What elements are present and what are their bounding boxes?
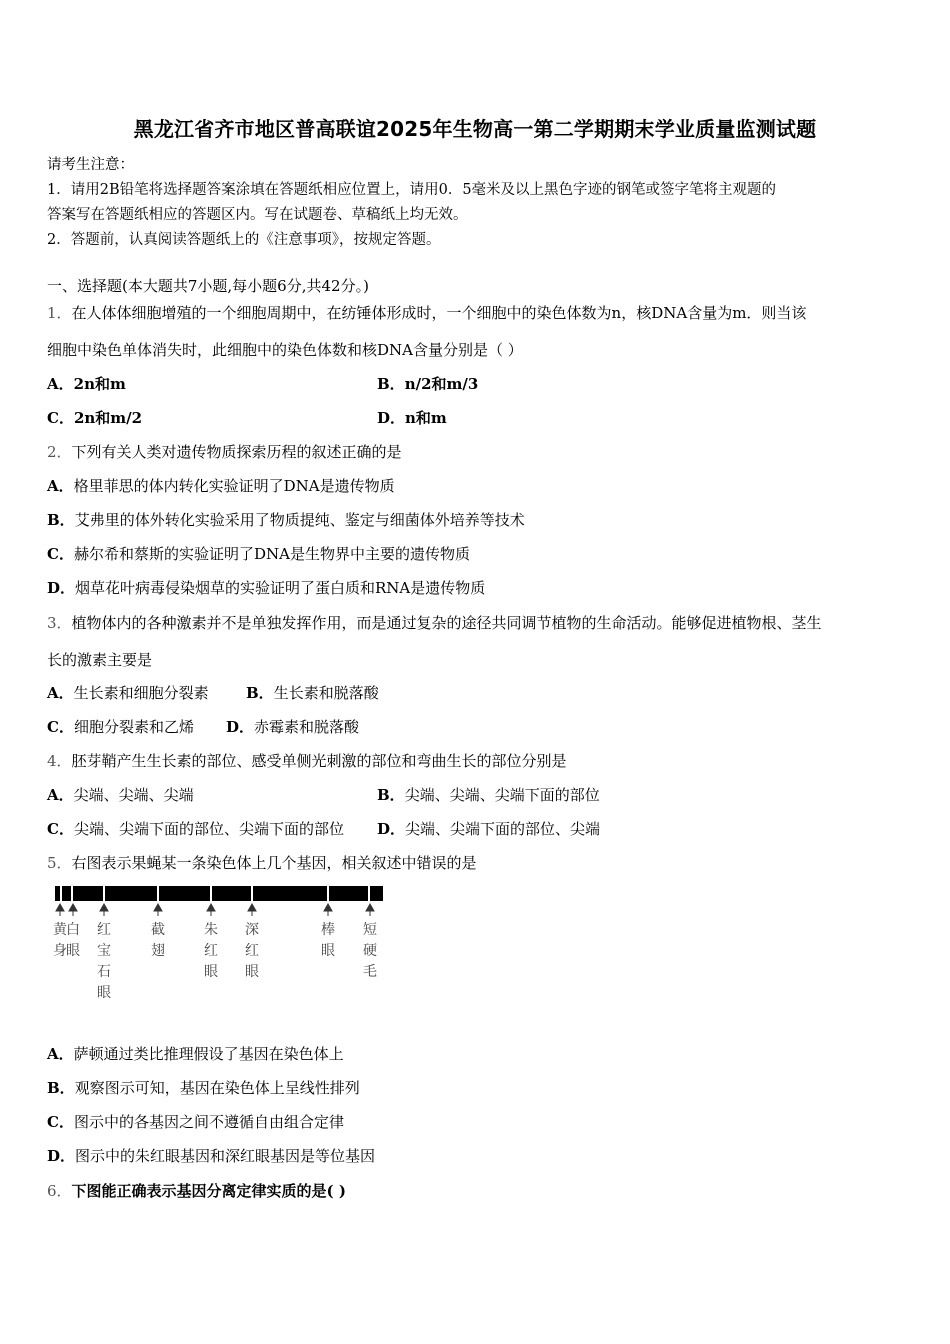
chromosome-bar	[55, 886, 383, 901]
arrow-icon	[248, 904, 256, 911]
option-b[interactable]	[377, 373, 478, 394]
option-label: A．	[47, 375, 74, 393]
option-label: C．	[47, 1113, 74, 1131]
option-c[interactable]	[47, 818, 344, 839]
option-label: D．	[226, 718, 255, 736]
question-stem: 胚芽鞘产生生长素的部位、感受单侧光刺激的部位和弯曲生长的部位分别是	[71, 752, 567, 770]
page-title: 黑龙江省齐市地区普高联谊2025年生物高一第二学期期末学业质量监测试题	[133, 117, 817, 141]
option-d[interactable]	[226, 716, 359, 737]
option-text: 尖端、尖端、尖端	[73, 786, 194, 804]
option-text: 烟草花叶病毒侵染烟草的实验证明了蛋白质和RNA是遗传物质	[75, 579, 486, 597]
question-stem: 右图表示果蝇某一条染色体上几个基因，相关叙述中错误的是	[71, 854, 477, 872]
option-c[interactable]	[47, 407, 142, 428]
question-number: 3．	[47, 614, 72, 632]
option-text: 赫尔希和蔡斯的实验证明了DNA是生物界中主要的遗传物质	[73, 545, 470, 563]
notice-line-2: 答案写在答题纸相应的答题区内。写在试题卷、草稿纸上均无效。	[47, 207, 468, 223]
question-stem: 下图能正确表示基因分离定律实质的是( )	[71, 1182, 346, 1200]
notice-line-3: 2．答题前，认真阅读答题纸上的《注意事项》，按规定答题。	[47, 232, 441, 248]
option-a[interactable]	[47, 373, 126, 394]
option-text: 尖端、尖端、尖端下面的部位	[404, 786, 600, 804]
notice-line-1: 1．请用2B铅笔将选择题答案涂填在答题纸相应位置上，请用0．5毫米及以上黑色字迹的钢笔或签字笔将主观题的	[47, 182, 777, 198]
option-c[interactable]	[47, 716, 194, 737]
option-text: 图示中的各基因之间不遵循自由组合定律	[73, 1113, 344, 1131]
question-1	[47, 302, 806, 323]
option-d[interactable]	[377, 818, 600, 839]
option-label: B．	[47, 1079, 75, 1097]
section-heading: 一、选择题(本大题共7小题,每小题6分,共42分。)	[47, 277, 369, 295]
question-stem: 下列有关人类对遗传物质探索历程的叙述正确的是	[71, 443, 402, 461]
option-label: B．	[47, 511, 75, 529]
option-b[interactable]	[246, 682, 379, 703]
question-1-stem-line-2: 细胞中染色单体消失时，此细胞中的染色体数和核DNA含量分别是（ ）	[47, 341, 523, 359]
option-label: A．	[47, 684, 74, 702]
option-label: B．	[377, 375, 405, 393]
question-6	[47, 1180, 346, 1201]
option-text: 尖端、尖端下面的部位、尖端下面的部位	[73, 820, 344, 838]
option-label: C．	[47, 718, 74, 736]
option-text: 格里菲思的体内转化实验证明了DNA是遗传物质	[73, 477, 395, 495]
option-a[interactable]	[47, 682, 209, 703]
notice-heading: 请考生注意：	[47, 157, 134, 173]
question-3-stem-line-2: 长的激素主要是	[47, 651, 153, 669]
option-d[interactable]	[377, 407, 447, 428]
gene-labels	[53, 921, 377, 1001]
option-label: C．	[47, 820, 74, 838]
gene-label: 截翅	[151, 922, 165, 959]
question-2	[47, 441, 402, 462]
gene-arrows	[56, 904, 374, 916]
gene-label: 深红眼	[245, 922, 259, 980]
option-c[interactable]	[47, 1111, 344, 1132]
option-label: A．	[47, 1045, 74, 1063]
option-label: B．	[246, 684, 274, 702]
gene-label: 红宝石眼	[97, 922, 111, 1001]
option-c[interactable]	[47, 543, 470, 564]
option-b[interactable]	[47, 1077, 360, 1098]
option-text: 生长素和脱落酸	[273, 684, 379, 702]
arrow-icon	[366, 904, 374, 911]
question-stem: 在人体体细胞增殖的一个细胞周期中，在纺锤体形成时，一个细胞中的染色体数为n，核DNA含量为m．则当该	[71, 304, 807, 322]
option-text: 艾弗里的体外转化实验采用了物质提纯、鉴定与细菌体外培养等技术	[74, 511, 525, 529]
question-number: 6．	[47, 1182, 72, 1200]
option-label: D．	[47, 579, 76, 597]
arrow-icon	[100, 904, 108, 911]
question-number: 2．	[47, 443, 72, 461]
question-3	[47, 612, 822, 633]
option-label: C．	[47, 409, 74, 427]
option-d[interactable]	[47, 1145, 375, 1166]
option-label: D．	[377, 820, 406, 838]
arrow-icon	[69, 904, 77, 911]
gene-label: 短硬毛	[363, 922, 377, 980]
option-text: 细胞分裂素和乙烯	[73, 718, 194, 736]
gene-label: 白眼	[66, 922, 80, 959]
arrow-icon	[324, 904, 332, 911]
option-text: 萨顿通过类比推理假设了基因在染色体上	[73, 1045, 344, 1063]
question-4	[47, 750, 567, 771]
option-b[interactable]	[47, 509, 525, 530]
arrow-icon	[207, 904, 215, 911]
gene-label: 黄身	[53, 922, 67, 959]
gene-label: 棒眼	[321, 922, 335, 959]
option-a[interactable]	[47, 1043, 344, 1064]
option-text: 赤霉素和脱落酸	[254, 718, 360, 736]
option-text: 生长素和细胞分裂素	[73, 684, 209, 702]
question-number: 4．	[47, 752, 72, 770]
gene-label: 朱红眼	[204, 922, 218, 980]
arrow-icon	[56, 904, 64, 911]
option-text: n/2和m/3	[404, 375, 479, 393]
option-label: B．	[377, 786, 405, 804]
chromosome-figure	[40, 880, 400, 1010]
option-label: A．	[47, 477, 74, 495]
option-label: A．	[47, 786, 74, 804]
question-number: 1．	[47, 304, 72, 322]
question-number: 5．	[47, 854, 72, 872]
question-5	[47, 852, 477, 873]
option-label: D．	[47, 1147, 76, 1165]
option-a[interactable]	[47, 784, 194, 805]
option-text: 观察图示可知，基因在染色体上呈线性排列	[74, 1079, 360, 1097]
option-text: n和m	[405, 409, 447, 427]
option-b[interactable]	[377, 784, 600, 805]
arrow-icon	[154, 904, 162, 911]
option-text: 尖端、尖端下面的部位、尖端	[405, 820, 601, 838]
option-label: D．	[377, 409, 406, 427]
option-a[interactable]	[47, 475, 395, 496]
option-text: 2n和m/2	[73, 409, 143, 427]
option-text: 2n和m	[73, 375, 126, 393]
option-label: C．	[47, 545, 74, 563]
option-text: 图示中的朱红眼基因和深红眼基因是等位基因	[75, 1147, 376, 1165]
option-d[interactable]	[47, 577, 485, 598]
question-stem: 植物体内的各种激素并不是单独发挥作用，而是通过复杂的途径共同调节植物的生命活动。能够促进植物根、茎生	[71, 614, 822, 632]
